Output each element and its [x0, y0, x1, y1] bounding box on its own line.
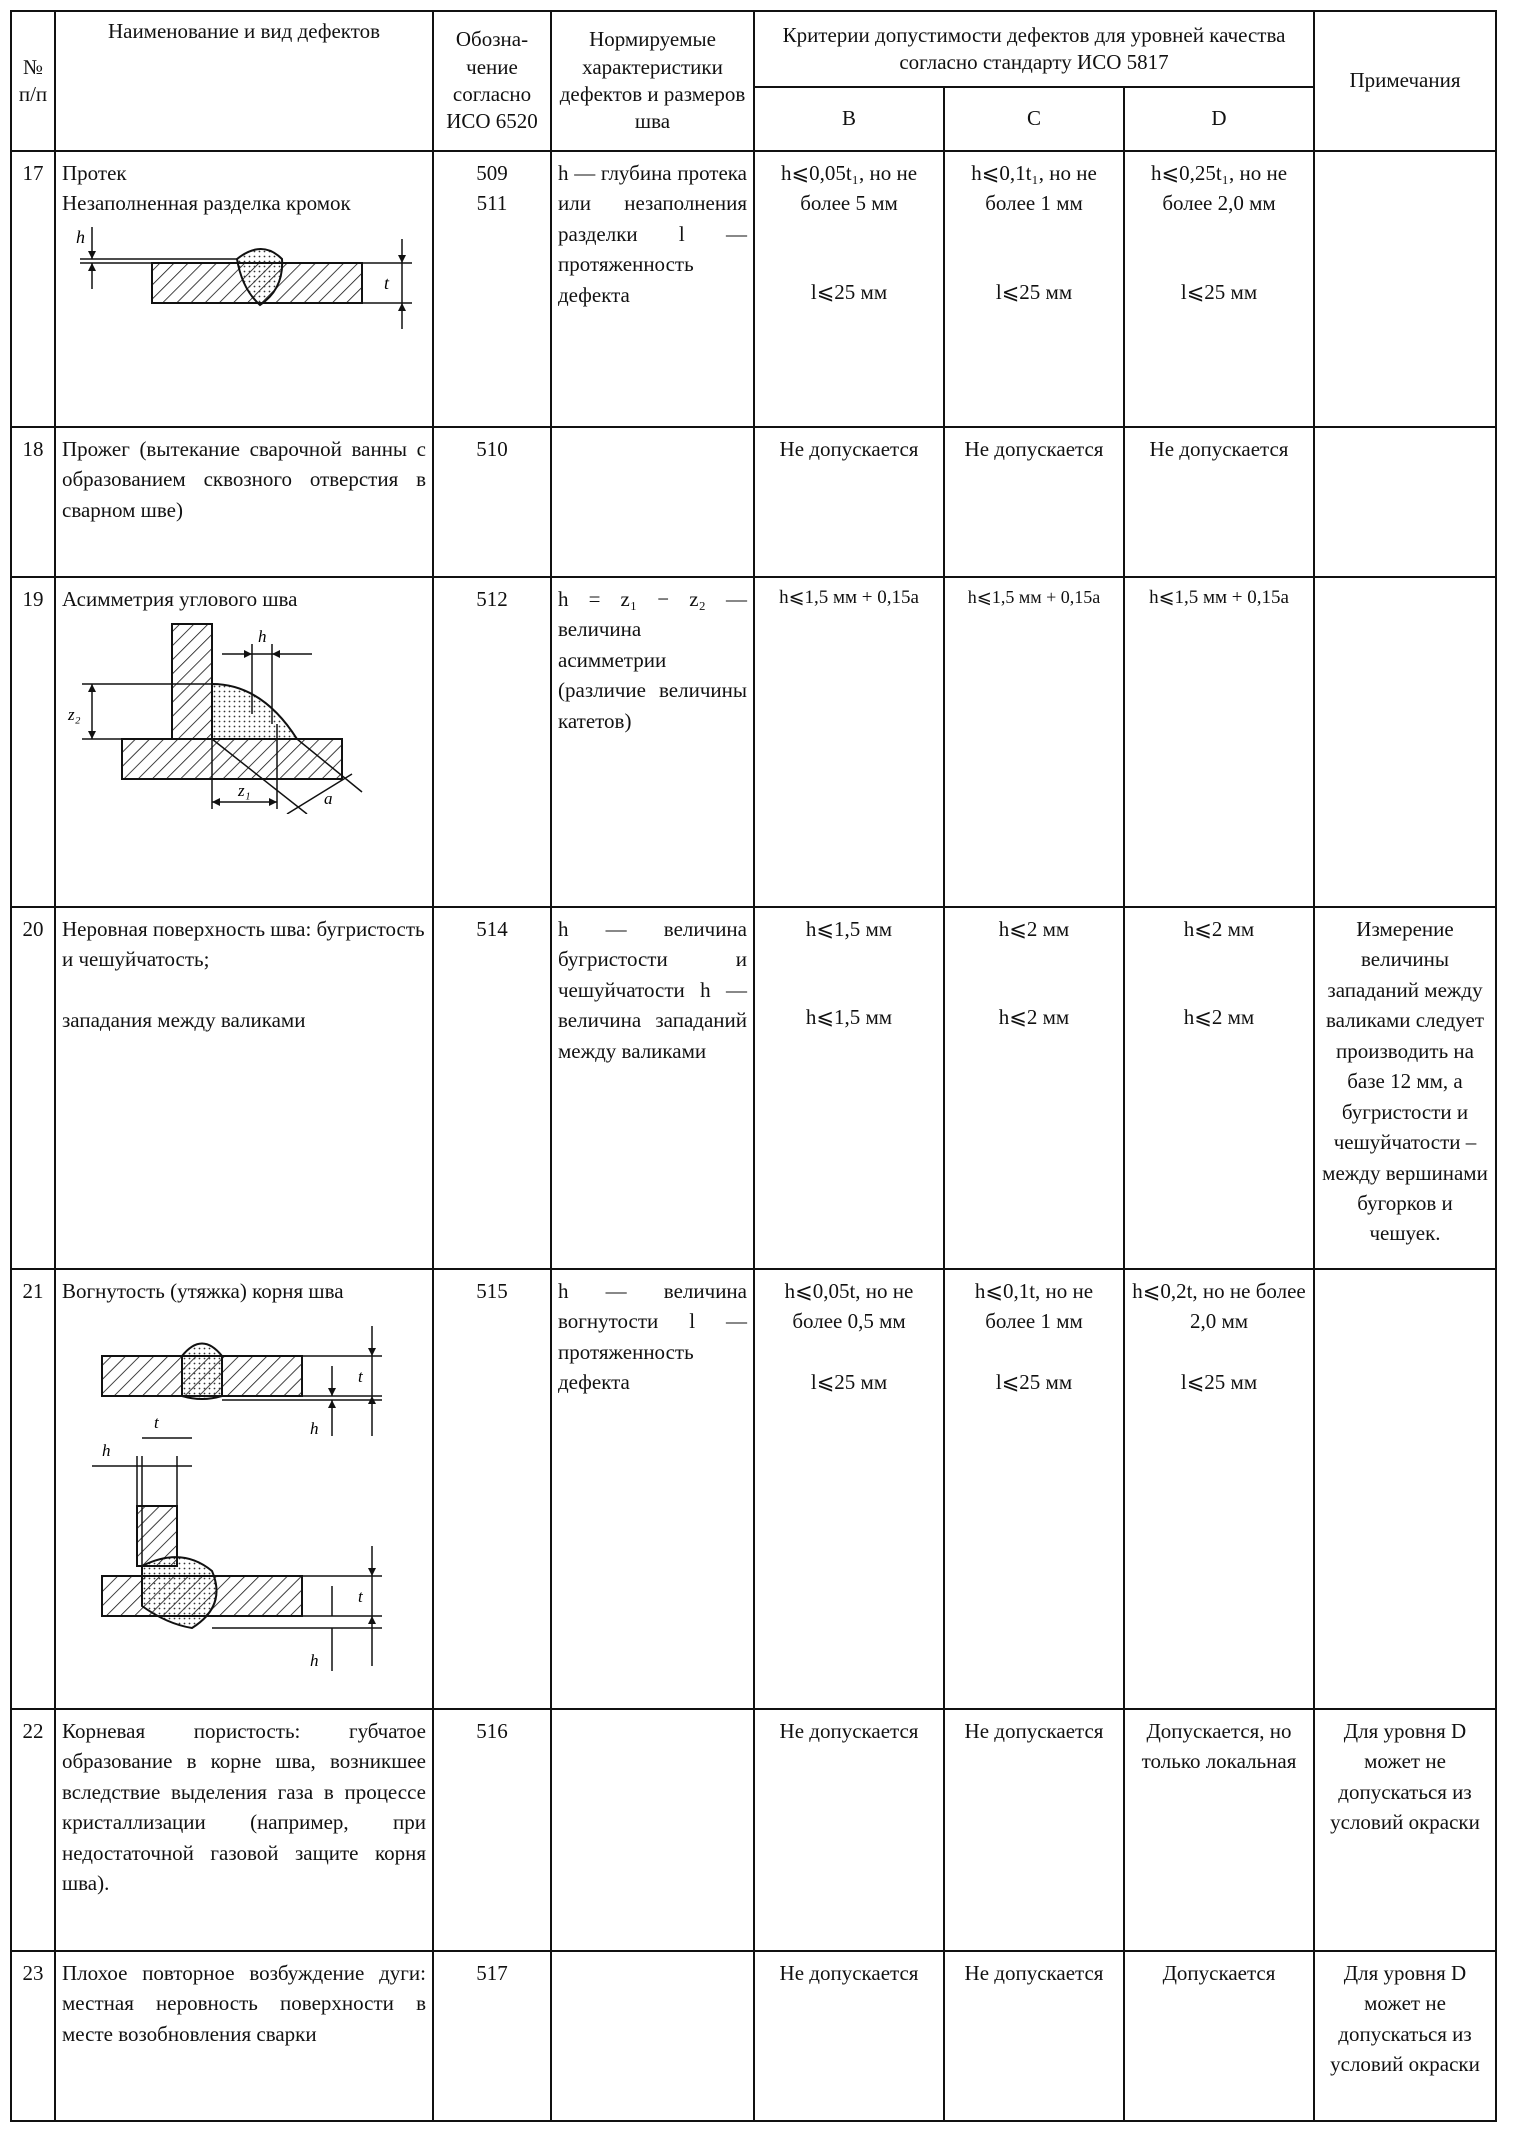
- row-num: 22: [11, 1709, 55, 1951]
- row-level-d: Допускается: [1124, 1951, 1314, 2121]
- row-note: Измерение величины западаний между валиками следует производить на базе 12 мм, а бугристости и чешуйчатости – между вершинами бугорков и чешуек.: [1314, 907, 1496, 1269]
- row-characteristics: h — величина бугристости и чешуйчатости h — величина западаний между валиками: [551, 907, 754, 1269]
- fig-label-h: h: [310, 1651, 319, 1671]
- criterion: h⩽0,1t₁, но не более 1 мм: [971, 161, 1097, 216]
- criterion: h⩽0,05t, но не более 0,5 мм: [784, 1279, 914, 1334]
- fig-label-a: a: [324, 789, 333, 809]
- row-code: 516: [433, 1709, 551, 1951]
- header-designation: Обозна-чение согласно ИСО 6520: [433, 11, 551, 151]
- header-notes: Примечания: [1314, 11, 1496, 151]
- row-level-b: [754, 1269, 944, 1709]
- criterion: l⩽25 мм: [1180, 279, 1258, 304]
- criterion: l⩽25 мм: [810, 279, 888, 304]
- row-name: [55, 151, 433, 427]
- header-level-c: C: [944, 87, 1124, 151]
- row-characteristics: [551, 1951, 754, 2121]
- row-level-c: [944, 1269, 1124, 1709]
- row-num: 18: [11, 427, 55, 577]
- defect-name: Неровная поверхность шва: бугристость и чешуйчатость;: [62, 917, 425, 972]
- table-row: [11, 1269, 1496, 1709]
- defect-name: Незаполненная разделка кромок: [62, 191, 351, 216]
- header-name: Наименование и вид дефектов: [55, 11, 433, 151]
- row-level-c: Не допускается: [944, 427, 1124, 577]
- fig-label-h: h: [102, 1441, 111, 1461]
- row-note: [1314, 151, 1496, 427]
- criterion: h⩽2 мм: [1183, 1005, 1255, 1030]
- defects-table: [10, 10, 1497, 2122]
- criterion: l⩽25 мм: [995, 1369, 1073, 1394]
- row-level-b: Не допускается: [754, 1951, 944, 2121]
- table-row: [11, 1709, 1496, 1951]
- row-name: [55, 577, 433, 907]
- row-level-d: Допускается, но только локальная: [1124, 1709, 1314, 1951]
- row-level-c: h⩽1,5 мм + 0,15a: [944, 577, 1124, 907]
- fig-label-t: t: [154, 1413, 159, 1433]
- row-name: [55, 907, 433, 1269]
- row-num: 19: [11, 577, 55, 907]
- table-row: [11, 427, 1496, 577]
- criterion: l⩽25 мм: [810, 1369, 888, 1394]
- row-level-d: h⩽1,5 мм + 0,15a: [1124, 577, 1314, 907]
- fig-label-h: h: [258, 627, 267, 647]
- header-level-b: B: [754, 87, 944, 151]
- row-level-b: [754, 907, 944, 1269]
- row-level-c: Не допускается: [944, 1951, 1124, 2121]
- criterion: l⩽25 мм: [995, 279, 1073, 304]
- row-code: 517: [433, 1951, 551, 2121]
- header-criteria: Критерии допустимости дефектов для уровней качества согласно стандарту ИСО 5817: [754, 11, 1314, 87]
- fig-label-h: h: [310, 1419, 319, 1439]
- row-characteristics: [551, 427, 754, 577]
- table-row: [11, 1951, 1496, 2121]
- criterion: h⩽1,5 мм: [805, 1005, 893, 1030]
- row-characteristics: [551, 1709, 754, 1951]
- row-num: 21: [11, 1269, 55, 1709]
- table-row: [11, 907, 1496, 1269]
- row-level-d: Не допускается: [1124, 427, 1314, 577]
- fig-label-h: h: [76, 226, 85, 247]
- criterion: h⩽0,1t, но не более 1 мм: [974, 1279, 1094, 1334]
- row-characteristics: h — глубина протека или незаполнения разделки l — протяженность дефекта: [551, 151, 754, 427]
- row-code: 514: [433, 907, 551, 1269]
- root-concavity-figure: [62, 1306, 422, 1681]
- undercut-figure: [62, 219, 422, 339]
- row-code: 515: [433, 1269, 551, 1709]
- row-note: Для уровня D может не допускаться из условий окраски: [1314, 1709, 1496, 1951]
- row-level-b: [754, 151, 944, 427]
- criterion: h⩽2 мм: [1183, 917, 1255, 941]
- row-level-b: h⩽1,5 мм + 0,15a: [754, 577, 944, 907]
- row-level-c: [944, 151, 1124, 427]
- row-code: 510: [433, 427, 551, 577]
- defect-name: Корневая пористость: губчатое образование в корне шва, возникшее вследствие выделения газа в процессе кристаллизации (например, при недостаточной газовой защите корня шва).: [55, 1709, 433, 1951]
- defect-name: Асимметрия углового шва: [62, 587, 298, 611]
- row-level-b: Не допускается: [754, 1709, 944, 1951]
- fig-label-z1: z₁: [238, 781, 251, 801]
- fig-label-t: t: [358, 1367, 363, 1387]
- row-num: 23: [11, 1951, 55, 2121]
- row-level-d: [1124, 151, 1314, 427]
- defect-name: Протек: [62, 161, 127, 185]
- row-characteristics: h — величина вогнутости l — протяженность дефекта: [551, 1269, 754, 1709]
- criterion: h⩽0,25t₁, но не более 2,0 мм: [1150, 161, 1288, 216]
- row-characteristics: h = z₁ − z₂ — величина асимметрии (различие величины катетов): [551, 577, 754, 907]
- row-level-c: [944, 907, 1124, 1269]
- fig-label-z2: z₂: [68, 705, 81, 725]
- defect-name: Вогнутость (утяжка) корня шва: [62, 1279, 344, 1303]
- criterion: h⩽0,05t₁, но не более 5 мм: [780, 161, 918, 216]
- row-level-c: Не допускается: [944, 1709, 1124, 1951]
- row-note: [1314, 1269, 1496, 1709]
- row-note: [1314, 577, 1496, 907]
- fig-label-t: t: [384, 272, 390, 293]
- fillet-asymmetry-figure: [62, 614, 422, 814]
- defect-name: Прожег (вытекание сварочной ванны с образованием сквозного отверстия в сварном шве): [55, 427, 433, 577]
- row-num: 20: [11, 907, 55, 1269]
- criterion: l⩽25 мм: [1180, 1369, 1258, 1394]
- defect-name: западания между валиками: [62, 1007, 306, 1032]
- criterion: h⩽0,2t, но не более 2,0 мм: [1132, 1279, 1306, 1334]
- row-num: 17: [11, 151, 55, 427]
- row-code: 512: [433, 577, 551, 907]
- defect-name: Плохое повторное возбуждение дуги: местная неровность поверхности в месте возобновления сварки: [55, 1951, 433, 2121]
- header-normalized: Нормируемые характеристики дефектов и размеров шва: [551, 11, 754, 151]
- table-row: [11, 151, 1496, 427]
- row-level-b: Не допускается: [754, 427, 944, 577]
- table-row: [11, 577, 1496, 907]
- row-name: [55, 1269, 433, 1709]
- criterion: h⩽2 мм: [998, 1005, 1070, 1030]
- row-level-d: [1124, 1269, 1314, 1709]
- criterion: h⩽2 мм: [998, 917, 1070, 941]
- row-note: Для уровня D может не допускаться из условий окраски: [1314, 1951, 1496, 2121]
- code: 511: [476, 191, 508, 216]
- fig-label-t: t: [358, 1587, 363, 1607]
- header-num: № п/п: [11, 11, 55, 151]
- criterion: h⩽1,5 мм: [805, 917, 893, 941]
- row-note: [1314, 427, 1496, 577]
- header-level-d: D: [1124, 87, 1314, 151]
- code: 509: [476, 161, 508, 185]
- row-level-d: [1124, 907, 1314, 1269]
- row-code: [433, 151, 551, 427]
